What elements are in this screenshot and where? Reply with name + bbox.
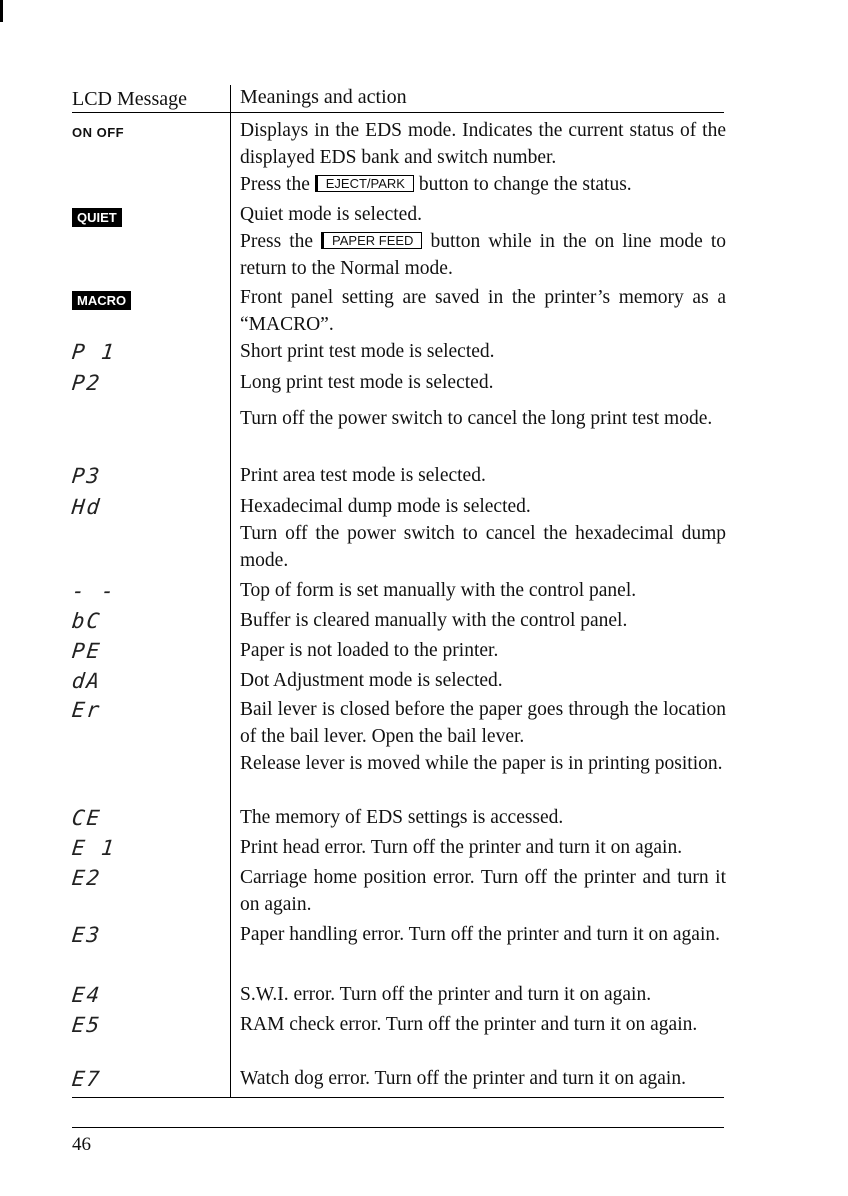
lcd-code: bC [70,609,103,633]
description-line: Short print test mode is selected. [240,341,495,362]
row-description [240,285,726,339]
description-line: Paper handling error. Turn off the printer and turn it on again. [240,924,721,945]
lcd-code: Hd [70,495,103,519]
description-line: Hexadecimal dump mode is selected. [240,496,531,517]
lcd-code: - - [70,579,118,603]
lcd-code: E3 [70,923,103,947]
lcd-code: E4 [70,983,103,1007]
description-line: Watch dog error. Turn off the printer and turn it on again. [240,1068,686,1089]
description-line: Paper is not loaded to the printer. [240,640,499,661]
page-number: 46 [72,1134,91,1155]
panel-button-label: PAPER FEED [321,232,422,249]
description-line: Release lever is moved while the paper is in printing position. [240,752,723,774]
row-description [240,982,726,1009]
lcd-code: MACRO [72,291,131,310]
row-description [240,638,726,665]
header-meanings-and-action: Meanings and action [240,86,407,108]
lcd-code: P3 [70,464,103,488]
row-description [240,118,726,198]
lcd-code: E 1 [70,836,118,860]
header-lcd-message: LCD Message [72,88,187,110]
page-edge-mark [0,0,3,22]
description-line: Displays in the EDS mode. Indicates the current status of the displayed EDS bank and switch number. [240,120,726,168]
row-description [240,463,726,490]
footer-rule [72,1127,724,1128]
lcd-code: ON OFF [72,125,125,140]
lcd-code: PE [70,639,103,663]
description-line: Bail lever is closed before the paper goes through the location of the bail lever. Open the bail lever. [240,699,726,747]
description-line [240,172,726,199]
line-text: button to change the status. [413,173,632,195]
panel-button-label: EJECT/PARK [315,175,414,192]
row-description [240,835,726,862]
row-description [240,668,726,695]
lcd-code: QUIET [72,208,122,227]
row-description [240,494,726,574]
description-line: Front panel setting are saved in the printer’s memory as a “MACRO”. [240,287,726,335]
lcd-code: Er [70,698,103,722]
line-text: button while in the on line mode to return to the Normal mode. [240,230,726,279]
description-line: Top of form is set manually with the control panel. [240,580,637,601]
column-divider [230,85,231,1098]
row-description [240,805,726,832]
row-description [240,608,726,635]
description-line: Quiet mode is selected. [240,204,422,225]
row-description [240,1066,726,1093]
table-header [72,84,724,113]
description-line: Dot Adjustment mode is selected. [240,670,503,691]
description-line: Buffer is cleared manually with the control panel. [240,610,628,631]
description-line: Print head error. Turn off the printer and turn it on again. [240,837,683,858]
lcd-code: P 1 [70,340,118,364]
row-description [240,1012,726,1039]
lcd-code: P2 [70,371,103,395]
row-description [240,922,726,949]
lcd-code: CE [70,806,103,830]
line-text: Press the [240,230,322,252]
lcd-code: E7 [70,1067,103,1091]
lcd-code: dA [70,669,103,693]
table-bottom-rule [72,1097,724,1098]
description-line [240,229,726,283]
description-line: S.W.I. error. Turn off the printer and turn it on again. [240,984,652,1005]
description-line: Long print test mode is selected. [240,372,494,393]
row-description [240,697,726,777]
description-line: Print area test mode is selected. [240,465,486,486]
row-description [240,865,726,919]
line-text: Press the [240,173,315,195]
row-description [240,578,726,605]
lcd-code: E5 [70,1013,103,1037]
lcd-code: E2 [70,866,103,890]
description-line: The memory of EDS settings is accessed. [240,807,564,828]
row-description [240,370,726,397]
description-line: RAM check error. Turn off the printer and turn it on again. [240,1014,698,1035]
row-description [240,202,726,282]
description-line: Carriage home position error. Turn off the printer and turn it on again. [240,867,726,915]
description-line: Turn off the power switch to cancel the hexadecimal dump mode. [240,522,726,571]
row-description [240,339,726,366]
description-line: Turn off the power switch to cancel the long print test mode. [240,408,713,429]
row-description [240,406,726,433]
